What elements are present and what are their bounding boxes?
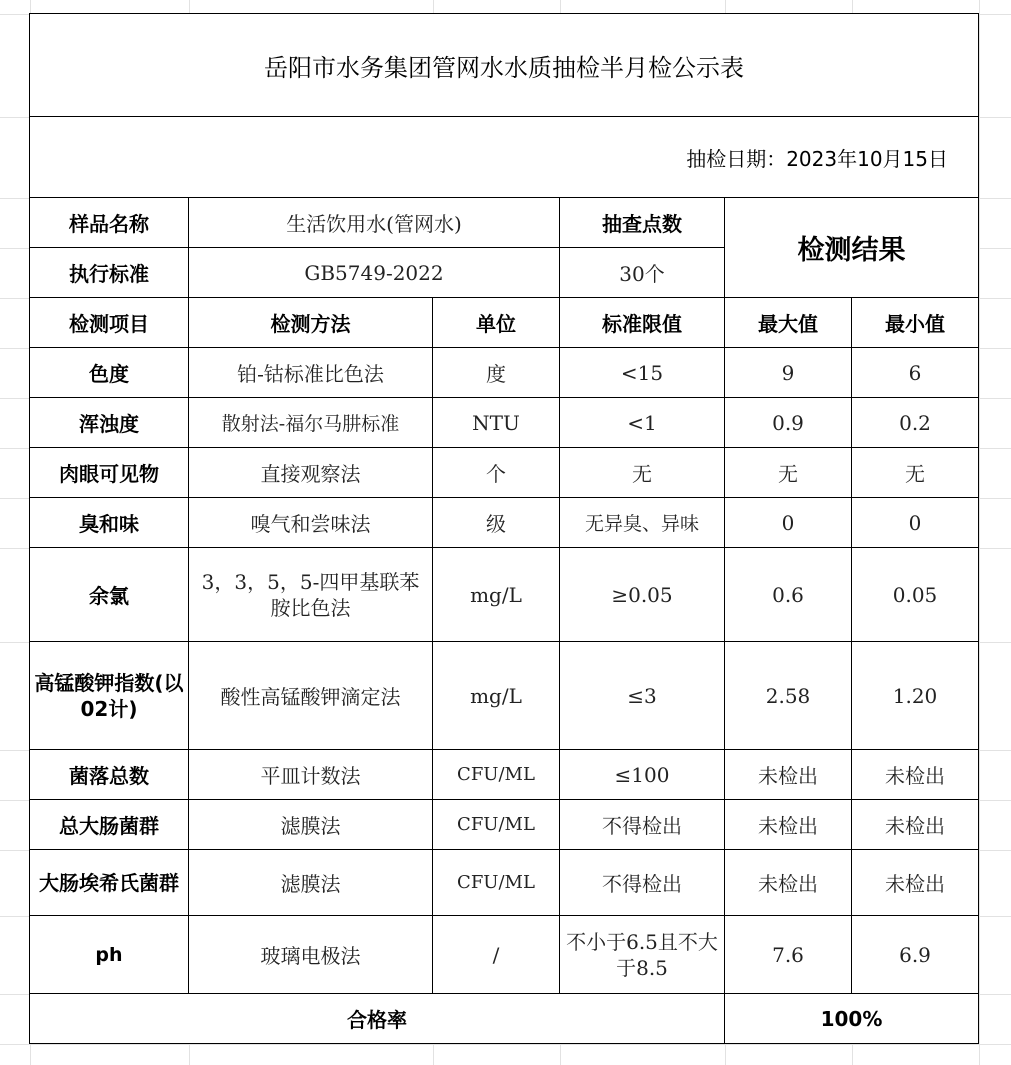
row-max: 未检出 [724, 849, 852, 916]
row-unit: / [432, 915, 560, 994]
row-unit: 级 [432, 497, 560, 548]
points-label: 抽查点数 [559, 197, 725, 248]
row-item: 大肠埃希氏菌群 [29, 849, 189, 916]
row-method: 直接观察法 [188, 447, 433, 498]
row-item: 高锰酸钾指数(以02计) [29, 641, 189, 750]
points-value: 30个 [559, 247, 725, 298]
row-max: 0.6 [724, 547, 852, 642]
row-method: 玻璃电极法 [188, 915, 433, 994]
col-header-limit: 标准限值 [559, 297, 725, 348]
row-item: 浑浊度 [29, 397, 189, 448]
row-min: 未检出 [851, 849, 979, 916]
row-limit: 不小于6.5且不大于8.5 [559, 915, 725, 994]
row-unit: 个 [432, 447, 560, 498]
row-item: 菌落总数 [29, 749, 189, 800]
sheet-gridline [979, 0, 980, 1065]
sample-name-label: 样品名称 [29, 197, 189, 248]
row-unit: 度 [432, 347, 560, 398]
row-max: 7.6 [724, 915, 852, 994]
inspection-date: 抽检日期：2023年10月15日 [29, 116, 979, 198]
row-unit: mg/L [432, 547, 560, 642]
row-max: 2.58 [724, 641, 852, 750]
standard-label: 执行标准 [29, 247, 189, 298]
row-max: 0.9 [724, 397, 852, 448]
row-min: 无 [851, 447, 979, 498]
row-min: 0 [851, 497, 979, 548]
standard-value: GB5749-2022 [188, 247, 560, 298]
row-limit: 无 [559, 447, 725, 498]
pass-rate-value: 100% [724, 993, 979, 1044]
results-header: 检测结果 [724, 197, 979, 298]
row-method: 嗅气和尝味法 [188, 497, 433, 548]
row-method: 滤膜法 [188, 849, 433, 916]
pass-rate-label: 合格率 [29, 993, 725, 1044]
row-limit: ≤100 [559, 749, 725, 800]
row-min: 6.9 [851, 915, 979, 994]
row-limit: <1 [559, 397, 725, 448]
col-header-max: 最大值 [724, 297, 852, 348]
row-method: 铂-钴标准比色法 [188, 347, 433, 398]
row-max: 无 [724, 447, 852, 498]
row-unit: CFU/ML [432, 749, 560, 800]
row-method: 3，3，5，5-四甲基联苯胺比色法 [188, 547, 433, 642]
row-unit: NTU [432, 397, 560, 448]
row-min: 0.2 [851, 397, 979, 448]
row-limit: ≥0.05 [559, 547, 725, 642]
col-header-unit: 单位 [432, 297, 560, 348]
row-limit: 不得检出 [559, 849, 725, 916]
row-max: 9 [724, 347, 852, 398]
row-limit: 不得检出 [559, 799, 725, 850]
row-max: 未检出 [724, 749, 852, 800]
row-item: 肉眼可见物 [29, 447, 189, 498]
row-item: ph [29, 915, 189, 994]
sample-name-value: 生活饮用水(管网水) [188, 197, 560, 248]
row-unit: CFU/ML [432, 799, 560, 850]
page-title: 岳阳市水务集团管网水水质抽检半月检公示表 [29, 13, 979, 117]
row-method: 平皿计数法 [188, 749, 433, 800]
row-min: 1.20 [851, 641, 979, 750]
col-header-method: 检测方法 [188, 297, 433, 348]
row-limit: <15 [559, 347, 725, 398]
row-min: 0.05 [851, 547, 979, 642]
row-item: 臭和味 [29, 497, 189, 548]
row-limit: ≤3 [559, 641, 725, 750]
row-method: 酸性高锰酸钾滴定法 [188, 641, 433, 750]
row-min: 未检出 [851, 799, 979, 850]
row-max: 0 [724, 497, 852, 548]
col-header-min: 最小值 [851, 297, 979, 348]
row-item: 总大肠菌群 [29, 799, 189, 850]
row-max: 未检出 [724, 799, 852, 850]
row-unit: mg/L [432, 641, 560, 750]
col-header-item: 检测项目 [29, 297, 189, 348]
row-min: 6 [851, 347, 979, 398]
row-method: 散射法-福尔马肼标准 [188, 397, 433, 448]
row-unit: CFU/ML [432, 849, 560, 916]
row-item: 色度 [29, 347, 189, 398]
row-item: 余氯 [29, 547, 189, 642]
row-limit: 无异臭、异味 [559, 497, 725, 548]
sheet-gridline [0, 1044, 1011, 1045]
row-min: 未检出 [851, 749, 979, 800]
row-method: 滤膜法 [188, 799, 433, 850]
